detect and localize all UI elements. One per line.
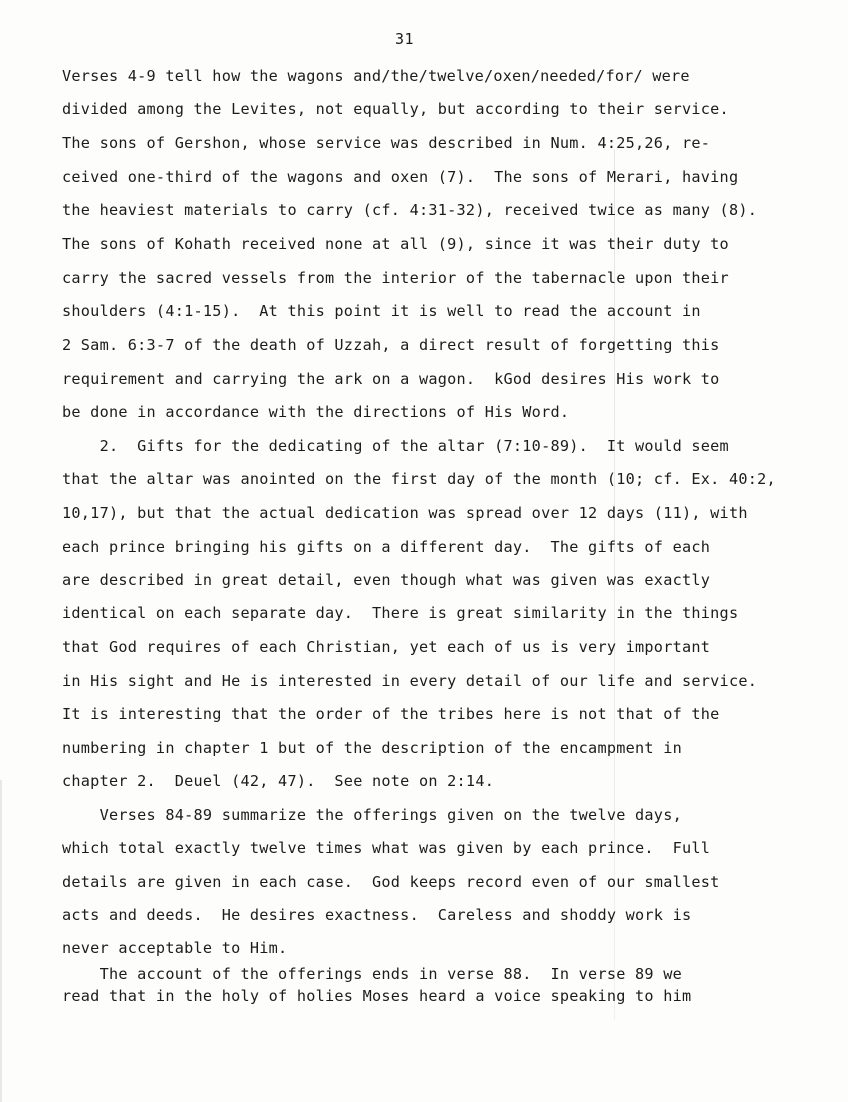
paper-edge-shadow (0, 780, 2, 1102)
text-line-1 (62, 66, 832, 86)
text-line-26: acts and deeds. He desires exactness. Careless and shoddy work is (62, 906, 692, 924)
text-line-23: Verses 84-89 summarize the offerings given on the twelve days, (62, 806, 682, 824)
line-1-start: Verses 4-9 tell how the wagons (62, 67, 354, 85)
text-line-19: in His sight and He is interested in every detail of our life and service. (62, 672, 758, 690)
text-line-2: divided among the Levites, not equally, but according to their service. (62, 100, 729, 118)
text-line-6: The sons of Kohath received none at all (9), since it was their duty to (62, 235, 729, 253)
text-line-3: The sons of Gershon, whose service was described in Num. 4:25,26, re- (62, 134, 711, 152)
text-line-11: be done in accordance with the directions of His Word. (62, 403, 570, 421)
text-line-14: 10,17), but that the actual dedication was spread over 12 days (11), with (62, 504, 748, 522)
text-line-10: requirement and carrying the ark on a wagon. kGod desires His work to (62, 370, 720, 388)
text-line-17: identical on each separate day. There is great similarity in the things (62, 604, 739, 622)
text-line-21: numbering in chapter 1 but of the description of the encampment in (62, 739, 682, 757)
text-line-13: that the altar was anointed on the first day of the month (10; cf. Ex. 40:2, (62, 470, 776, 488)
text-line-5: the heaviest materials to carry (cf. 4:31-32), received twice as many (8). (62, 201, 758, 219)
text-line-15: each prince bringing his gifts on a different day. The gifts of each (62, 538, 711, 556)
text-line-7: carry the sacred vessels from the interior of the tabernacle upon their (62, 269, 729, 287)
text-line-9: 2 Sam. 6:3-7 of the death of Uzzah, a direct result of forgetting this (62, 336, 720, 354)
text-line-16: are described in great detail, even though what was given was exactly (62, 571, 711, 589)
text-line-4: ceived one-third of the wagons and oxen (7). The sons of Merari, having (62, 168, 739, 186)
text-line-28: The account of the offerings ends in verse 88. In verse 89 we (62, 965, 682, 983)
text-line-8: shoulders (4:1-15). At this point it is well to read the account in (62, 302, 701, 320)
text-line-25: details are given in each case. God keeps record even of our smallest (62, 873, 720, 891)
text-line-18: that God requires of each Christian, yet each of us is very important (62, 638, 711, 656)
text-line-27: never acceptable to Him. (62, 939, 288, 957)
text-line-22: chapter 2. Deuel (42, 47). See note on 2:14. (62, 772, 495, 790)
text-line-20: It is interesting that the order of the tribes here is not that of the (62, 705, 720, 723)
struck-out-text: and/the/twelve/oxen/needed/for/ (353, 67, 643, 85)
text-line-24: which total exactly twelve times what was given by each prince. Full (62, 839, 711, 857)
text-line-12: 2. Gifts for the dedicating of the altar (7:10-89). It would seem (62, 437, 729, 455)
page-number: 31 (395, 30, 415, 48)
text-line-29: read that in the holy of holies Moses heard a voice speaking to him (62, 987, 692, 1005)
line-1-end: were (642, 67, 690, 85)
